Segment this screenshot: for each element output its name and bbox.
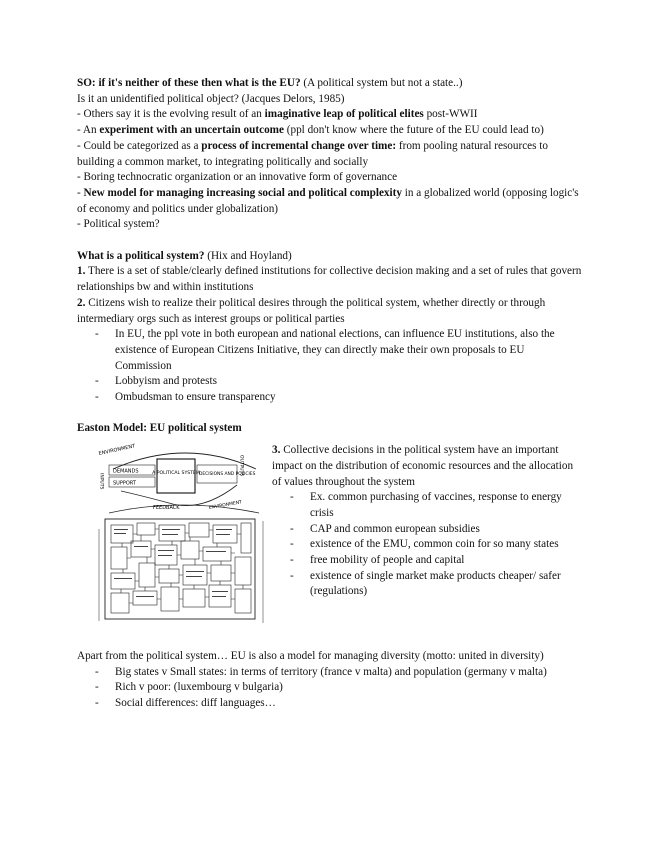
list-item: - existence of the EMU, common coin for so many states bbox=[290, 538, 559, 551]
support-label: SUPPORT bbox=[113, 480, 136, 487]
section1-line bbox=[77, 107, 582, 123]
easton-side-text bbox=[272, 443, 582, 600]
document-page bbox=[77, 76, 582, 712]
list-item-text: Big states v Small states: in terms of territory (france v malta) and population (germany v malta) bbox=[115, 665, 547, 678]
emphasis-text: experiment with an uncertain outcome bbox=[99, 124, 284, 137]
line-text: post-WWII bbox=[423, 108, 478, 121]
spacer bbox=[77, 633, 582, 649]
line-text: - Political system? bbox=[77, 218, 160, 231]
section2-heading-rest: (Hix and Hoyland) bbox=[204, 249, 292, 262]
system-label: A POLITICAL SYSTEM bbox=[152, 471, 200, 477]
point2-text: Citizens wish to realize their political desires through the political system, whether directly or through intermediary orgs such as interest groups or political parties bbox=[77, 296, 546, 325]
section1-heading-rest: (A political system but not a state..) bbox=[300, 77, 463, 89]
section1-line bbox=[77, 186, 582, 217]
section1-heading bbox=[77, 76, 582, 92]
line-text: in a globalized world (opposing logic's of economy and politics under globalization) bbox=[77, 186, 579, 215]
decisions-label: DECISIONS AND POLICIES bbox=[199, 472, 256, 478]
easton-model-diagram bbox=[91, 443, 266, 633]
section2-heading bbox=[77, 249, 582, 265]
section1-line bbox=[77, 139, 582, 170]
list-item-text: existence of the EMU, common coin for so many states bbox=[310, 538, 559, 551]
point2-number: 2. bbox=[77, 296, 86, 309]
list-item: - In EU, the ppl vote in both european and national elections, can influence EU institutions, also the existence of European Citizens Initiative, they can directly make their own proposals to EU Commission bbox=[95, 328, 555, 372]
environment-top-label: ENVIRONMENT bbox=[98, 443, 136, 458]
point1-number: 1. bbox=[77, 265, 86, 278]
line-text: - Boring technocratic organization or an innovative form of governance bbox=[77, 171, 398, 184]
list-item-text: Rich v poor: (luxembourg v bulgaria) bbox=[115, 681, 283, 694]
section2-point1 bbox=[77, 264, 582, 295]
section4-intro: Apart from the political system… EU is also a model for managing diversity (motto: united in diversity) bbox=[77, 649, 544, 662]
point3-number: 3. bbox=[272, 444, 281, 457]
detail-flowchart bbox=[99, 519, 263, 623]
feedback-label: FEEDBACK bbox=[153, 505, 180, 512]
emphasis-text: New model for managing increasing social and political complexity bbox=[83, 186, 402, 199]
spacer bbox=[77, 406, 582, 422]
section3-heading-text: Easton Model: EU political system bbox=[77, 422, 242, 435]
point3-text: Collective decisions in the political system have an important impact on the distribution of economic resources and the allocation of values throughout the system bbox=[272, 444, 574, 488]
easton-figure-row bbox=[77, 443, 582, 633]
list-item: - free mobility of people and capital bbox=[290, 554, 465, 567]
section3-point3 bbox=[272, 443, 582, 490]
line-text: - Others say it is the evolving result of an bbox=[77, 108, 265, 121]
point1-text: There is a set of stable/clearly defined institutions for collective decision making and a set of rules that govern relationships bw and within institutions bbox=[77, 265, 582, 294]
section1-heading-bold: SO: if it's neither of these then what is the EU? bbox=[77, 77, 301, 89]
list-item-text: Social differences: diff languages… bbox=[115, 696, 276, 709]
demands-label: DEMANDS bbox=[113, 468, 139, 475]
list-item: - Ombudsman to ensure transparency bbox=[95, 391, 276, 404]
political-system-box bbox=[157, 459, 195, 493]
line-text: - An bbox=[77, 124, 100, 137]
environment-arc-bottom bbox=[109, 505, 259, 513]
list-item: - Rich v poor: (luxembourg v bulgaria) bbox=[95, 681, 283, 694]
line-text: from pooling natural resources to building a common market, to integrating politically and socially bbox=[77, 139, 548, 168]
list-item: - Social differences: diff languages… bbox=[95, 696, 276, 709]
section1-line bbox=[77, 170, 582, 186]
line-text: (ppl don't know where the future of the EU could lead to) bbox=[283, 124, 544, 137]
list-item: - Big states v Small states: in terms of territory (france v malta) and population (germany v malta) bbox=[95, 665, 547, 678]
section1-lines bbox=[77, 92, 582, 233]
section1-line bbox=[77, 123, 582, 139]
emphasis-text: imaginative leap of political elites bbox=[264, 108, 424, 121]
section2-heading-bold: What is a political system? bbox=[77, 249, 205, 262]
spacer bbox=[77, 233, 582, 249]
list-item-text: Lobbyism and protests bbox=[115, 375, 217, 388]
list-item-text: In EU, the ppl vote in both european and national elections, can influence EU institutions, also the existence of European Citizens Initiative, they can directly make their own proposals to EU Commission bbox=[115, 328, 555, 372]
list-item-text: Ex. common purchasing of vaccines, response to energy crisis bbox=[310, 491, 562, 519]
line-text: - Could be categorized as a bbox=[77, 139, 202, 152]
environment-bottom-label: ENVIRONMENT bbox=[208, 500, 243, 512]
line-text: Is it an unidentified political object? (Jacques Delors, 1985) bbox=[77, 92, 345, 105]
section1-line bbox=[77, 217, 582, 233]
list-item: - CAP and common european subsidies bbox=[290, 522, 480, 535]
list-item: - Lobbyism and protests bbox=[95, 375, 217, 388]
list-item-text: existence of single market make products cheaper/ safer (regulations) bbox=[310, 569, 561, 598]
list-item-text: free mobility of people and capital bbox=[310, 554, 465, 567]
list-item: - existence of single market make products cheaper/ safer (regulations) bbox=[290, 569, 561, 598]
section1-line bbox=[77, 92, 582, 108]
section3-heading bbox=[77, 421, 582, 437]
line-text: - bbox=[77, 186, 84, 199]
section2-point2 bbox=[77, 296, 582, 327]
emphasis-text: process of incremental change over time: bbox=[201, 139, 397, 152]
list-item: - Ex. common purchasing of vaccines, response to energy crisis bbox=[290, 491, 562, 519]
inputs-label: INPUTS bbox=[98, 473, 104, 490]
list-item-text: Ombudsman to ensure transparency bbox=[115, 391, 276, 404]
outputs-label: OUTPUTS bbox=[238, 455, 244, 477]
list-item-text: CAP and common european subsidies bbox=[310, 522, 480, 535]
